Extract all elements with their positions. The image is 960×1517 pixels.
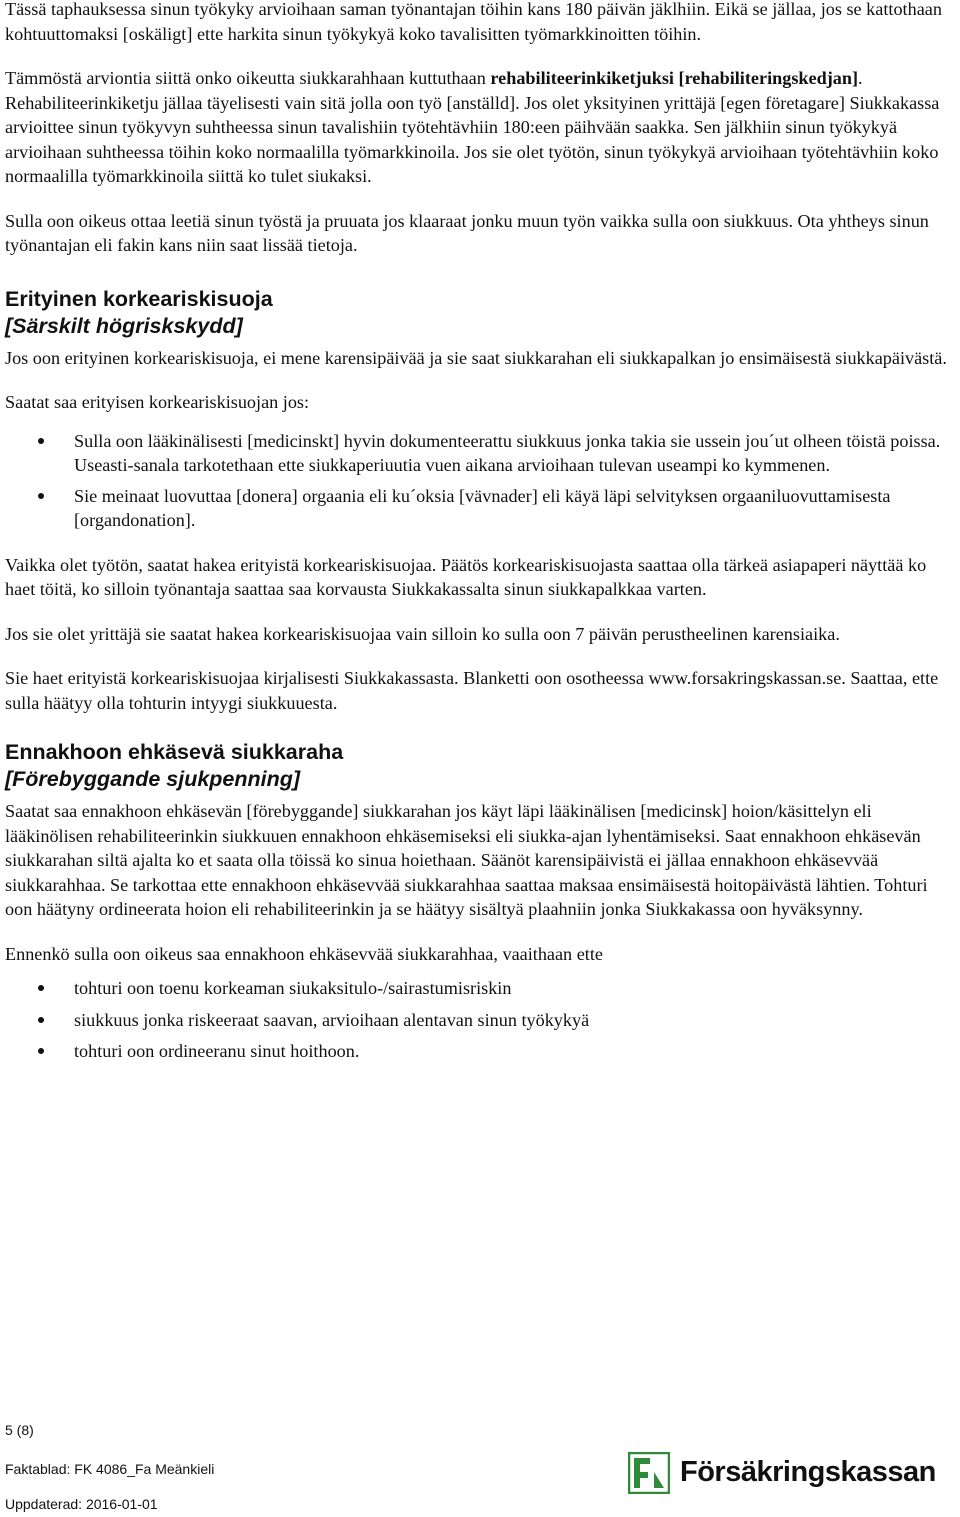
list-item-text: siukkuus jonka riskeeraat saavan, arvioihaan alentavan sinun työkykyä	[74, 1009, 590, 1030]
list-item	[5, 429, 951, 478]
bullet-icon	[38, 493, 44, 499]
bold-term: rehabiliteerinkiketjuksi [rehabiliteringskedjan]	[490, 68, 859, 88]
paragraph-text: Tämmöstä arviontia siittä onko oikeutta siukkarahhaan kuttuthaan	[5, 68, 491, 88]
list-item-text: Sulla oon lääkinälisesti [medicinskt] hyvin dokumenteerattu siukkuus jonka takia sie ussein jou´ut olheen töistä poissa. Useasti-sanala tarkotethaan ette siukkaperiuutia vuen aikana arvioihaan tulevan useampi ko kymmenen.	[74, 430, 941, 475]
heading-title: Ennakhoon ehkäsevä siukkaraha	[5, 740, 344, 764]
forsakringskassan-logo	[628, 1452, 958, 1502]
paragraph: Sie haet erityistä korkeariskisuojaa kirjalisesti Siukkakassasta. Blanketti oon osotheessa www.forsakringskassan.se. Saattaa, ette sulla häätyy olla tohturin intyygi siukkuuesta.	[5, 668, 939, 713]
paragraph: Tässä taphauksessa sinun työkyky arvioihaan saman työnantajan töihin kans 180 päivän jäklhiin. Eikä se jällaa, jos se kattothaan kohtuuttomaksi [oskäligt] ette harkita sinun työkykyä koko tavalisitten työmarkkinoitten töihin.	[5, 0, 942, 44]
page-number: 5 (8)	[5, 1422, 34, 1438]
paragraph-text: . Rehabiliteerinkiketju jällaa täyelisesti vain sitä jolla oon työ [anställd]. Jos olet yksityinen yrittäjä [egen företagare] Siukkakassa arvioittee sinun työkyvyn suhtheessa sinun tavalishiin työtehtävhiin 180:een päihvään saakka. Sen jälkhiin sinun työkykyä arvioihaan suhtheessa töihin koko normaalilla työmarkkinoila. Jos sie olet työtön, sinun työkykyä arvioihaan työtehtävhiin koko normaalilla työmarkkinoila siittä ko tulet siukaksi.	[5, 68, 940, 186]
bullet-icon	[38, 438, 44, 444]
section-heading	[5, 739, 951, 793]
bullet-icon	[38, 1048, 44, 1054]
list-item	[5, 1008, 951, 1033]
heading-swedish: [Förebyggande sjukpenning]	[5, 767, 301, 791]
list-item-text: Sie meinaat luovuttaa [donera] orgaania eli ku´oksia [vävnader] eli käyä läpi selvityksen orgaaniluovuttamisesta [organdonation].	[74, 485, 891, 530]
paragraph: Ennenkö sulla oon oikeus saa ennakhoon ehkäsevvää siukkarahhaa, vaaithaan ette	[5, 943, 603, 964]
heading-title: Erityinen korkeariskisuoja	[5, 286, 273, 311]
section-heading	[5, 286, 951, 340]
list-item	[5, 1039, 951, 1064]
list-item-text: tohturi oon toenu korkeaman siukaksitulo-/sairastumisriskin	[74, 978, 512, 998]
paragraph	[5, 66, 951, 189]
paragraph: Saatat saa ennakhoon ehkäsevän [förebyggande] siukkarahan jos käyt läpi lääkinälisen [medicinsk] hoion/käsittelyn eli lääkinölisen rehabiliteerinkin siukkuuen ennakhoon ehkäsemiseksi eli siukka-ajan lyhentämiseksi. Saat ennakhoon ehkäsevän siukkarahan siltä ajalta ko et saata olla töissä ko sinua hoiethaan. Säänöt karensipäivistä ei jällaa ennakhoon ehkäsevvää siukkarahhaa. Se tarkottaa ette ennakhoon ehkäsevvää siukkarahhaa saattaa maksaa ensimäisestä hoitopäivästä lähtien. Tohturi oon häätyny ordineerata hoion eli rehabiliteerinkin ja se häätyy sisältyä plaahniin jonka Siukkakassa oon hyväksynny.	[5, 801, 928, 919]
paragraph: Jos oon erityinen korkeariskisuoja, ei mene karensipäivää ja sie saat siukkarahan eli siukkapalkan jo ensimäisestä siukkapäivästä.	[5, 347, 947, 368]
paragraph: Vaikka olet työtön, saatat hakea erityistä korkeariskisuojaa. Päätös korkeariskisuojasta saattaa olla tärkeä asiapaperi näyttää ko haet töitä, ko silloin työnantaja saattaa saa korvausta Siukkakassalta sinun siukkapalkkaa varten.	[5, 554, 927, 599]
updated-date: Uppdaterad: 2016-01-01	[5, 1496, 158, 1512]
paragraph: Sulla oon oikeus ottaa leetiä sinun työstä ja pruuata jos klaaraat jonku muun työn vaikka sulla oon siukkuus. Ota yhtheys sinun työnantajan eli fakin kans niin saat lissää tietoja.	[5, 210, 929, 255]
list-item	[5, 976, 951, 1001]
logo-mark-icon	[628, 1452, 670, 1494]
bullet-icon	[38, 985, 44, 991]
bullet-list	[5, 976, 951, 1064]
logo-wordmark: Försäkringskassan	[680, 1456, 936, 1488]
bullet-list	[5, 429, 951, 533]
paragraph: Saatat saa erityisen korkeariskisuojan jos:	[5, 392, 310, 412]
document-page	[5, 0, 951, 1064]
list-item	[5, 484, 951, 533]
list-item-text: tohturi oon ordineeranu sinut hoithoon.	[74, 1041, 360, 1061]
paragraph: Jos sie olet yrittäjä sie saatat hakea korkeariskisuojaa vain silloin ko sulla oon 7 päivän perustheelinen karensiaika.	[5, 623, 840, 644]
bullet-icon	[38, 1017, 44, 1023]
heading-swedish: [Särskilt högriskskydd]	[5, 313, 243, 338]
factsheet-id: Faktablad: FK 4086_Fa Meänkieli	[5, 1461, 215, 1477]
